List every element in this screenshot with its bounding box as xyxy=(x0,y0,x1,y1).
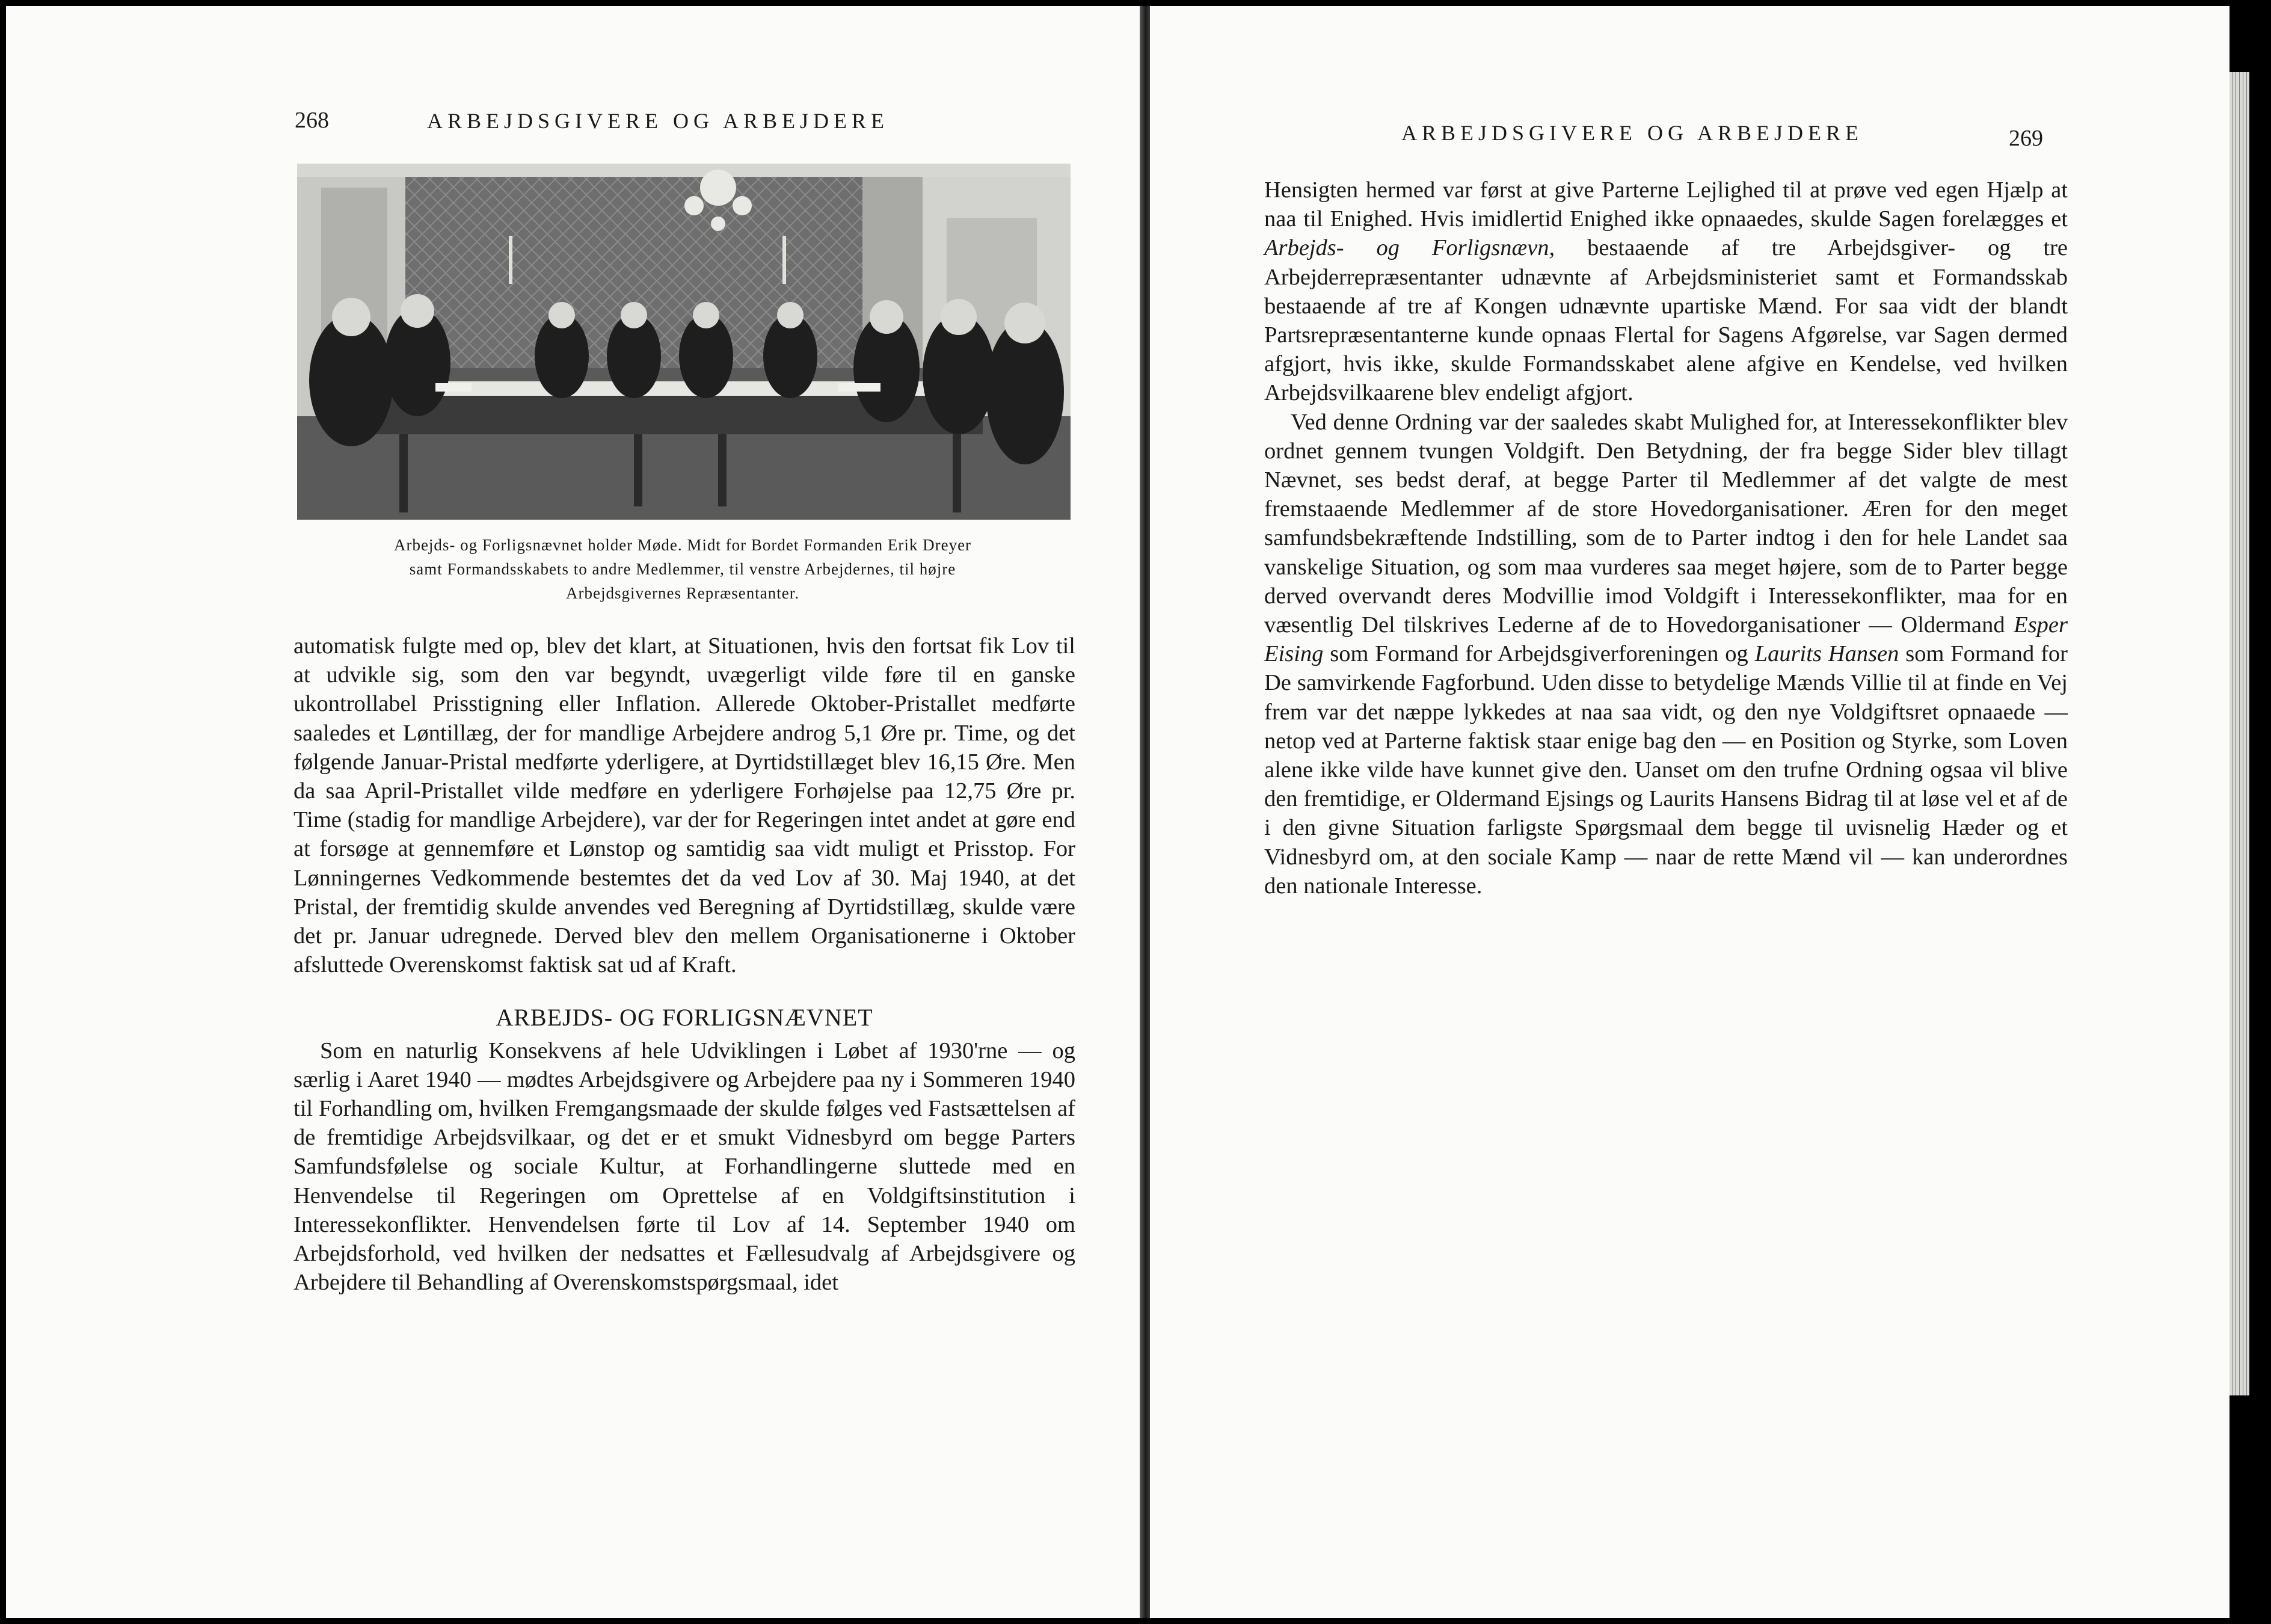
page-number: 268 xyxy=(295,108,329,133)
page-number: 269 xyxy=(2009,126,2043,151)
body-paragraph: Som en naturlig Konsekvens af hele Udviklingen i Løbet af 1930'rne — og særlig i Aaret 1940 — mødtes Arbejdsgivere og Arbejdere paa ny i Sommeren 1940 til Forhandling om, hvilken Fremgangsmaade der skulde følges ved Fastsættelsen af de fremtidige Arbejdsvilkaar, og det er et smukt Vidnesbyrd om begge Parters Samfundsfølelse og sociale Kultur, at Forhandlingerne sluttede med en Henvendelse til Regeringen om Oprettelse af en Voldgiftsinstitution i Interessekonflikter. Henvendelsen førte til Lov af 14. September 1940 om Arbejdsforhold, ved hvilken der nedsattes et Fællesudvalg af Arbejdsgivere og Arbejdere til Behandling af Overenskomstspørgsmaal, idet xyxy=(293,1038,1075,1296)
running-head: ARBEJDSGIVERE OG ARBEJDERE xyxy=(1401,121,1864,145)
body-text: bestaaende af tre Arbejdsgiver- og tre Arbejderrepræsentanter udnævnte af Arbejdsministeriet samt et Formandsskab bestaaende af tre af Kongen udnævnte upartiske Mænd. For saa vidt der blandt Partsrepræsentanterne kunde opnaas Flertal for Sagens Afgørelse, var Sagen dermed afgjort, hvis ikke, skulde Formandsskabet alene afgive en Kendelse, ved hvilken Arbejdsvilkaarene blev endeligt afgjort. xyxy=(1264,235,2068,406)
body-text: Ved denne Ordning var der saaledes skabt Mulighed for, at Interessekonflikter blev ordnet gennem tvungen Voldgift. Den Betydning, der fra begge Sider blev tillagt Nævnet, ses bedst deraf, at begge Parter til Medlemmer af det valgte de mest fremstaaende Medlemmer af de store Hovedorganisationer. Æren for den meget samfundsbekræftende Indstilling, som de to Parter indtog i den for hele Landet saa vanskelige Situation, og som maa vurderes saa meget højere, som de to Parter begge derved overvandt deres Modvillie imod Voldgift i Interessekonflikter, maa for en væsentlig Del tilskrives Lederne af de to Hovedorganisationer — Oldermand xyxy=(1264,409,2068,638)
emphasis-text: Esper Eising xyxy=(1264,612,2068,667)
caption-line: Arbejds- og Forligsnævnet holder Møde. Midt for Bordet Formanden Erik Dreyer xyxy=(393,536,972,554)
caption-line: Arbejdsgivernes Repræsentanter. xyxy=(566,584,799,602)
body-text: som Formand for Arbejdsgiverforeningen og xyxy=(1323,641,1755,667)
body-text: som Formand for De samvirkende Fagforbund. Uden disse to betydelige Mænds Villie til at finde en Vej frem var det næppe lykkedes at naa saa vidt, og den nye Voldgiftsret opnaaede — netop ved at Parterne faktisk staar enige bag den — en Position og Styrke, som Loven alene ikke vilde have kunnet give den. Uanset om den trufne Ordning ogsaa vil blive den fremtidige, er Oldermand Ejsings og Laurits Hansens Bidrag til at løse vel et af de i den givne Situation farligste Spørgsmaal dem begge til uvisnelig Hæder og et Vidnesbyrd om, at den sociale Kamp — naar de rette Mænd vil — kan underordnes den nationale Interesse. xyxy=(1264,641,2068,899)
meeting-photo xyxy=(297,164,1071,520)
body-paragraph xyxy=(1264,176,2068,408)
body-paragraph xyxy=(1264,408,2068,900)
running-head: ARBEJDSGIVERE OG ARBEJDERE xyxy=(427,109,890,133)
body-paragraph: automatisk fulgte med op, blev det klart, at Situationen, hvis den fortsat fik Lov til at udvikle sig, som den var begyndt, uvægerligt vilde føre til en ganske ukontrollabel Prisstigning eller Inflation. Allerede Oktober-Pristallet medførte saaledes et Løntillæg, der for mandlige Arbejdere androg 5,1 Øre pr. Time, og det følgende Januar-Pristal medførte yderligere, at Dyrtidstillæget blev 16,15 Øre. Men da saa April-Pristallet vilde medføre en yderligere Forhøjelse paa 12,75 Øre pr. Time (stadig for mandlige Arbejdere), var der for Regeringen intet andet at gøre end at forsøge at gennemføre et Lønstop og samtidig saa vidt muligt et Prisstop. For Lønningernes Vedkommende bestemtes det da ved Lov af 30. Maj 1940, at det Pristal, der fremtidig skulde anvendes ved Beregning af Dyrtidstillæg, skulde være det pr. Januar udregnede. Derved blev den mellem Organisationerne i Oktober afsluttede Overenskomst faktisk sat ud af Kraft. xyxy=(293,633,1075,978)
section-heading: ARBEJDS- OG FORLIGSNÆVNET xyxy=(496,1004,873,1032)
caption-line: samt Formandsskabets to andre Medlemmer, til venstre Arbejdernes, til højre xyxy=(409,560,956,578)
emphasis-text: Laurits Hansen xyxy=(1754,641,1899,667)
photo-caption xyxy=(289,533,1077,605)
emphasis-text: Arbejds- og Forligsnævn, xyxy=(1264,235,1555,261)
meeting-photo-illustration xyxy=(297,164,1071,520)
left-page xyxy=(6,6,1143,1618)
left-page-body xyxy=(293,632,1075,1297)
right-page-body xyxy=(1264,176,2068,900)
right-page xyxy=(1150,6,2230,1618)
body-text: Hensigten hermed var først at give Parterne Lejlighed til at prøve ved egen Hjælp at naa til Enighed. Hvis imidlertid Enighed ikke opnaaedes, skulde Sagen forelægges et xyxy=(1264,177,2068,232)
